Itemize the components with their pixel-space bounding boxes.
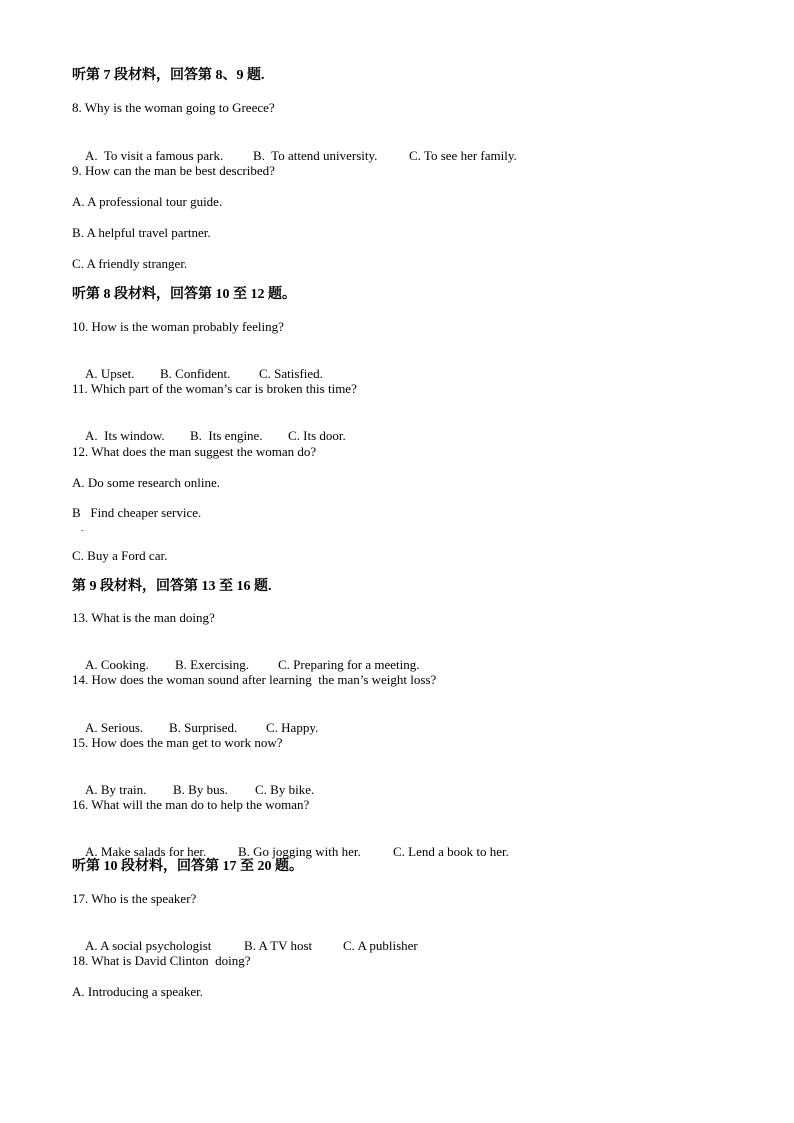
question-text: 8. Why is the woman going to Greece? <box>72 100 275 115</box>
question-text: 18. What is David Clinton doing? <box>72 953 251 968</box>
option: B. By bus. <box>173 782 228 797</box>
option: A. Do some research online. <box>72 475 221 490</box>
question-text: 14. How does the woman sound after learning the man’s weight loss? <box>72 672 437 687</box>
option: B Find cheaper service. <box>72 505 202 520</box>
option: C. Buy a Ford car. <box>72 548 168 563</box>
option: A. Upset. <box>85 366 135 381</box>
option: C. A friendly stranger. <box>72 256 188 271</box>
option: C. To see her family. <box>409 148 517 163</box>
option: B. Its engine. <box>190 428 263 443</box>
stray-mark: . <box>81 523 84 533</box>
section-heading: 第 9 段材料，回答第 13 至 16 题. <box>72 579 272 594</box>
option: B. A TV host <box>244 938 313 953</box>
option: A. Serious. <box>85 720 144 735</box>
question-text: 16. What will the man do to help the woman? <box>72 797 310 812</box>
option: A. Cooking. <box>85 657 149 672</box>
section-heading: 听第 8 段材料，回答第 10 至 12 题。 <box>72 287 296 302</box>
option: B. Go jogging with her. <box>238 844 361 859</box>
option: C. Satisfied. <box>259 366 323 381</box>
section-heading: 听第 7 段材料，回答第 8、9 题. <box>72 68 265 83</box>
option: A. Its window. <box>85 428 165 443</box>
question-text: 13. What is the man doing? <box>72 610 215 625</box>
question-text: 9. How can the man be best described? <box>72 163 275 178</box>
question-text: 15. How does the man get to work now? <box>72 735 283 750</box>
option: B. Surprised. <box>169 720 238 735</box>
question-text: 17. Who is the speaker? <box>72 891 197 906</box>
option: A. A social psychologist <box>85 938 212 953</box>
option: B. To attend university. <box>253 148 378 163</box>
question-text: 10. How is the woman probably feeling? <box>72 319 284 334</box>
option: A. A professional tour guide. <box>72 194 223 209</box>
option: A. To visit a famous park. <box>85 148 224 163</box>
option: C. Preparing for a meeting. <box>278 657 420 672</box>
option: C. By bike. <box>255 782 315 797</box>
option: A. By train. <box>85 782 147 797</box>
option: B. A helpful travel partner. <box>72 225 211 240</box>
option: A. Make salads for her. <box>85 844 207 859</box>
section-heading: 听第 10 段材料，回答第 17 至 20 题。 <box>72 859 303 874</box>
option: A. Introducing a speaker. <box>72 984 204 999</box>
option: C. Lend a book to her. <box>393 844 509 859</box>
question-text: 11. Which part of the woman’s car is broken this time? <box>72 381 357 396</box>
option: C. Happy. <box>266 720 319 735</box>
option: C. A publisher <box>343 938 418 953</box>
option: B. Confident. <box>160 366 231 381</box>
option: C. Its door. <box>288 428 346 443</box>
question-text: 12. What does the man suggest the woman do? <box>72 444 317 459</box>
option: B. Exercising. <box>175 657 250 672</box>
